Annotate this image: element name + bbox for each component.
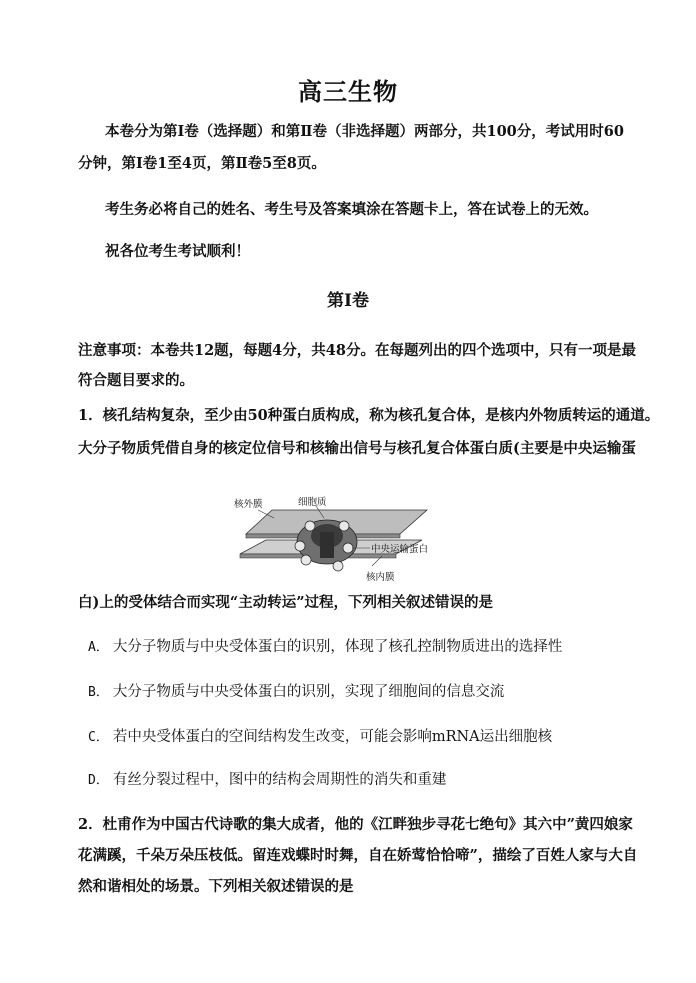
ring-subunit [343,543,353,553]
ring-subunit [305,521,315,531]
option-key: D． [88,773,109,788]
q2-line-1: 2．杜甫作为中国古代诗歌的集大成者，他的《江畔独步寻花七绝句》其六中”黄四娘家 [78,816,633,833]
figure-label-central-transport-protein: 中央运输蛋白 [371,544,429,555]
option-text: 大分子物质与中央受体蛋白的识别，体现了核孔控制物质进出的选择性 [112,639,563,655]
q1-option-c [88,727,552,748]
intro-line-1: 本卷分为第Ⅰ卷（选择题）和第Ⅱ卷（非选择题）两部分，共100分，考试用时60 [105,123,624,140]
ring-subunit [301,555,311,565]
option-key: C． [88,730,109,745]
option-text: 若中央受体蛋白的空间结构发生改变，可能会影响mRNA运出细胞核 [112,729,553,745]
ring-subunit [295,541,305,551]
q2-line-2: 花满蹊，千朵万朵压枝低。留连戏蝶时时舞，自在娇莺恰恰啼”，描绘了百姓人家与大自 [78,847,638,864]
figure-label-outer-membrane: 核外膜 [234,499,263,510]
option-key: B． [88,685,109,700]
figure-label-inner-membrane: 核内膜 [366,572,395,583]
central-transport-protein-shape [320,532,334,558]
ring-subunit [339,521,349,531]
nuclear-pore-figure [232,496,437,586]
q1-line-3: 白)上的受体结合而实现“主动转运”过程，下列相关叙述错误的是 [78,594,494,611]
q1-option-a [88,637,562,658]
ring-subunit [333,561,343,571]
option-key: A． [88,640,109,655]
q1-option-b [88,682,504,703]
q2-line-3: 然和谐相处的场景。下列相关叙述错误的是 [78,878,354,895]
intro-line-3: 考生务必将自己的姓名、考生号及答案填涂在答题卡上，答在试卷上的无效。 [105,201,598,218]
notice-line-1: 注意事项：本卷共12题，每题4分，共48分。在每题列出的四个选项中，只有一项是最 [78,342,636,359]
page-title: 高三生物 [298,77,398,106]
intro-line-4: 祝各位考生考试顺利！ [105,243,250,260]
q1-line-1: 1．核孔结构复杂，至少由50种蛋白质构成，称为核孔复合体，是核内外物质转运的通道。 [78,407,660,424]
section-title: 第Ⅰ卷 [327,291,369,311]
intro-line-2: 分钟，第Ⅰ卷1至4页，第Ⅱ卷5至8页。 [78,155,326,172]
q1-option-d [88,770,446,791]
option-text: 大分子物质与中央受体蛋白的识别，实现了细胞间的信息交流 [112,684,505,700]
q1-line-2: 大分子物质凭借自身的核定位信号和核输出信号与核孔复合体蛋白质(主要是中央运输蛋 [78,440,636,457]
option-text: 有丝分裂过程中，图中的结构会周期性的消失和重建 [112,772,447,788]
notice-line-2: 符合题目要求的。 [78,372,194,389]
figure-label-cytoplasm: 细胞质 [298,497,327,508]
